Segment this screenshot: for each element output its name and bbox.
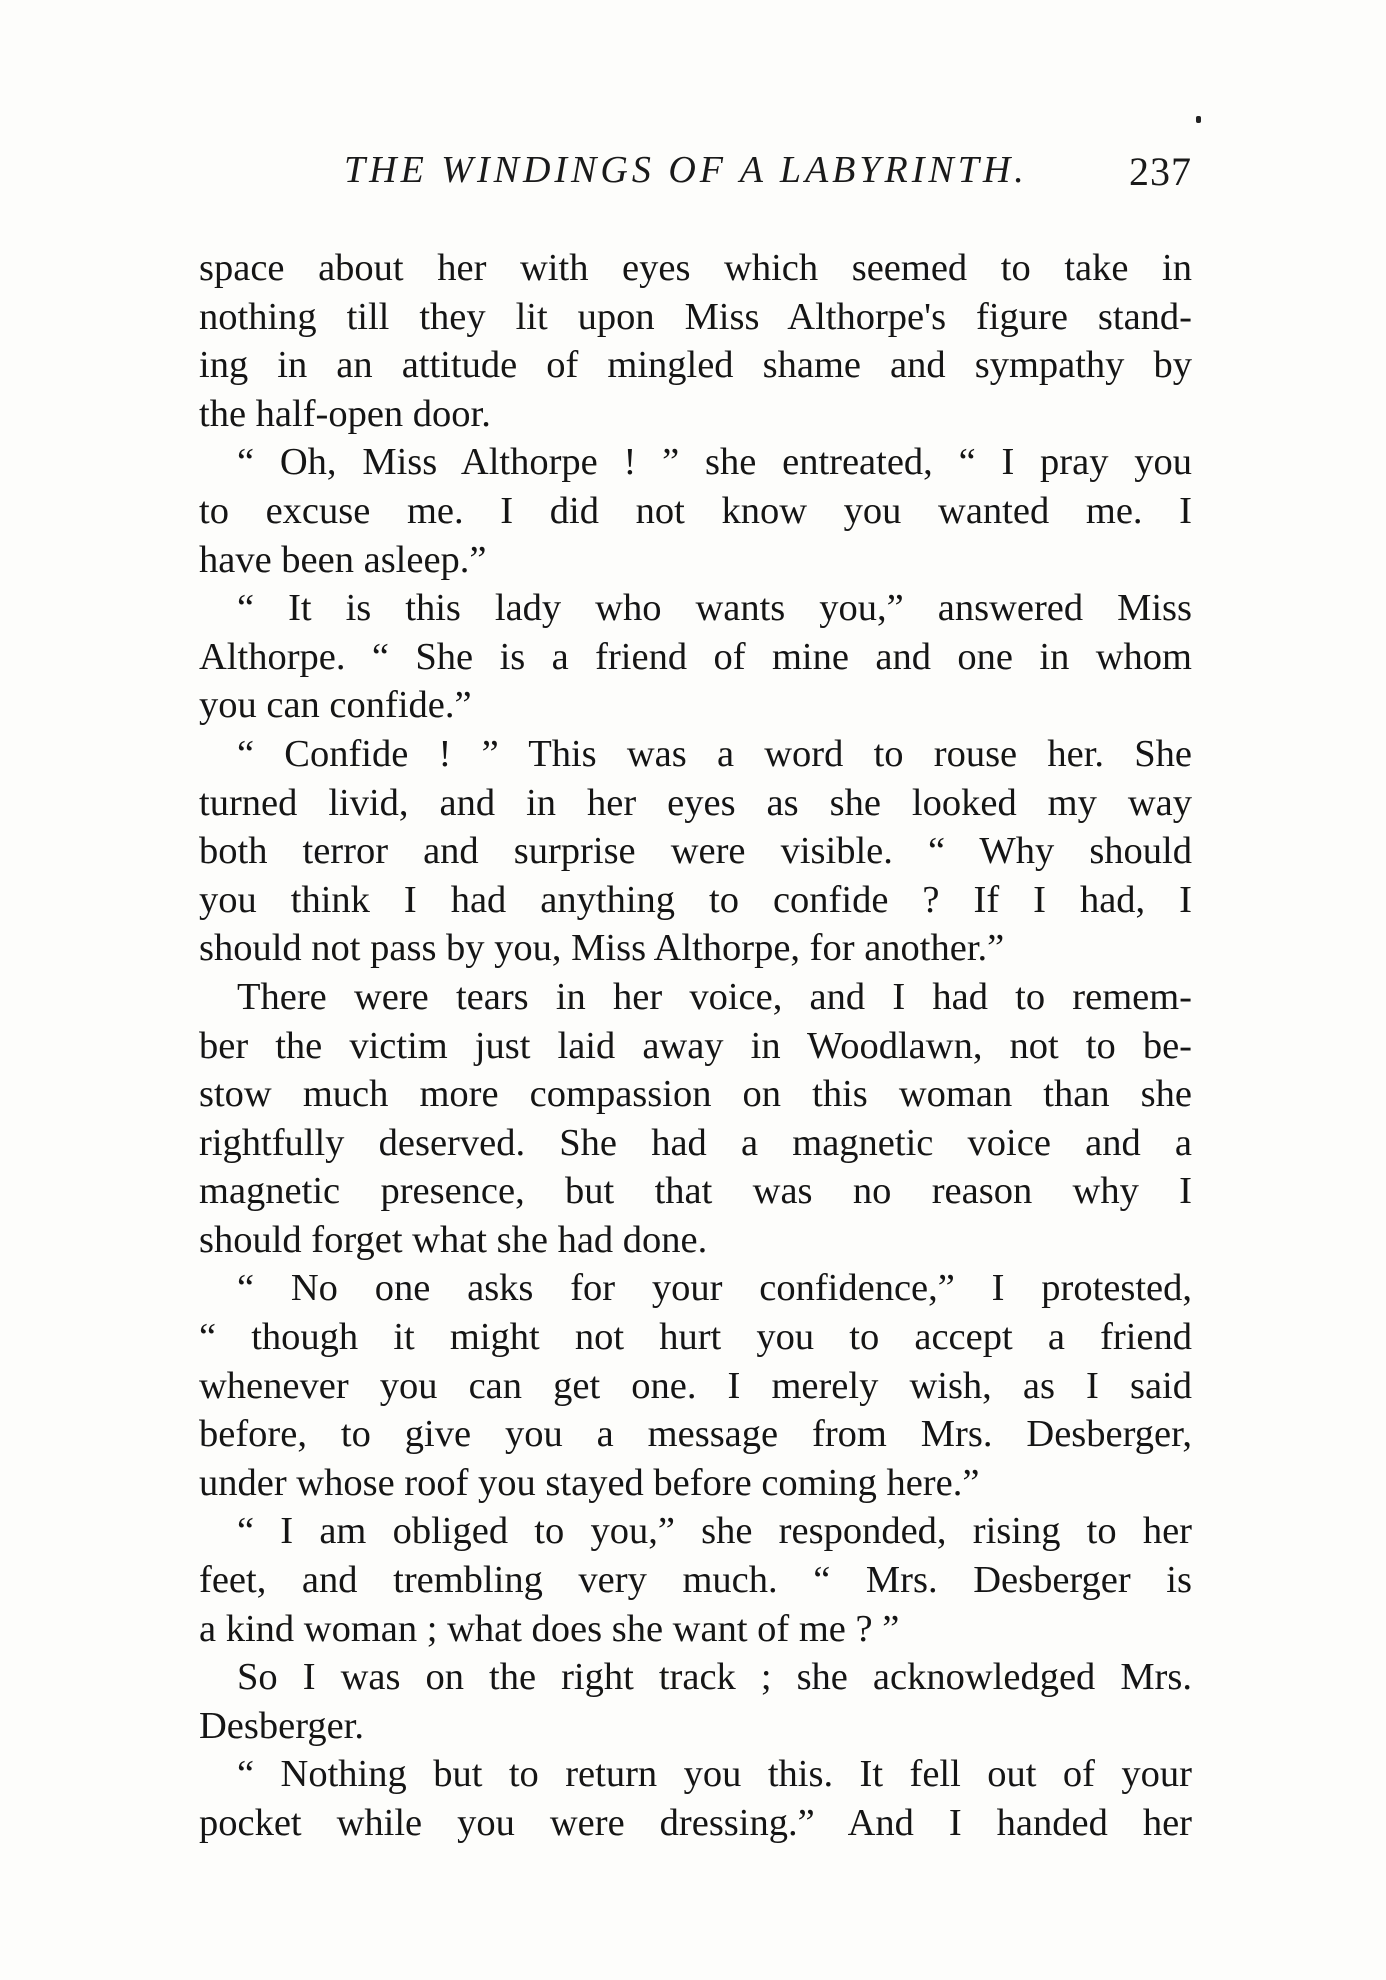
- text-line: nothing till they lit upon Miss Althorpe's figure stand-: [199, 295, 1192, 338]
- text-line: you can confide.”: [199, 684, 472, 727]
- text-line: you think I had anything to confide ? If I had, I: [199, 878, 1192, 921]
- text-line: “ No one asks for your confidence,” I protested,: [237, 1267, 1192, 1310]
- text-line: the half-open door.: [199, 392, 491, 435]
- text-line: “ It is this lady who wants you,” answered Miss: [237, 587, 1192, 630]
- text-line: have been asleep.”: [199, 538, 487, 581]
- text-line: There were tears in her voice, and I had to remem-: [237, 975, 1192, 1018]
- text-line: Desberger.: [199, 1704, 364, 1747]
- text-line: “ Nothing but to return you this. It fell out of your: [237, 1753, 1192, 1796]
- text-line: a kind woman ; what does she want of me ? ”: [199, 1607, 900, 1650]
- text-line: “ though it might not hurt you to accept a friend: [199, 1316, 1192, 1359]
- print-speck: [1196, 116, 1201, 123]
- text-line: before, to give you a message from Mrs. Desberger,: [199, 1413, 1192, 1456]
- page-number: 237: [1129, 149, 1192, 194]
- text-line: feet, and trembling very much. “ Mrs. Desberger is: [199, 1559, 1192, 1602]
- text-line: stow much more compassion on this woman than she: [199, 1073, 1192, 1116]
- text-line: Althorpe. “ She is a friend of mine and one in whom: [199, 635, 1192, 678]
- text-line: ing in an attitude of mingled shame and sympathy by: [199, 344, 1192, 387]
- text-line: pocket while you were dressing.” And I handed her: [199, 1802, 1192, 1844]
- text-line: So I was on the right track ; she acknowledged Mrs.: [237, 1656, 1192, 1699]
- text-line: “ Confide ! ” This was a word to rouse her. She: [237, 732, 1192, 775]
- text-line: “ I am obliged to you,” she responded, rising to her: [237, 1510, 1192, 1553]
- running-title: THE WINDINGS OF A LABYRINTH.: [344, 149, 1028, 191]
- text-line: space about her with eyes which seemed to take in: [199, 247, 1192, 289]
- text-line: ber the victim just laid away in Woodlawn, not to be-: [199, 1024, 1192, 1067]
- text-line: under whose roof you stayed before coming here.”: [199, 1461, 980, 1504]
- text-line: both terror and surprise were visible. “ Why should: [199, 830, 1192, 873]
- text-line: turned livid, and in her eyes as she looked my way: [199, 781, 1192, 824]
- running-head: [199, 148, 1192, 208]
- body-text: [199, 244, 1192, 1848]
- text-line: rightfully deserved. She had a magnetic voice and a: [199, 1121, 1192, 1164]
- text-line: should not pass by you, Miss Althorpe, for another.”: [199, 927, 1005, 970]
- text-line: should forget what she had done.: [199, 1218, 708, 1261]
- text-line: magnetic presence, but that was no reason why I: [199, 1170, 1192, 1213]
- text-line: to excuse me. I did not know you wanted me. I: [199, 489, 1192, 532]
- text-line: whenever you can get one. I merely wish, as I said: [199, 1364, 1192, 1407]
- text-line: “ Oh, Miss Althorpe ! ” she entreated, “ I pray you: [237, 441, 1192, 484]
